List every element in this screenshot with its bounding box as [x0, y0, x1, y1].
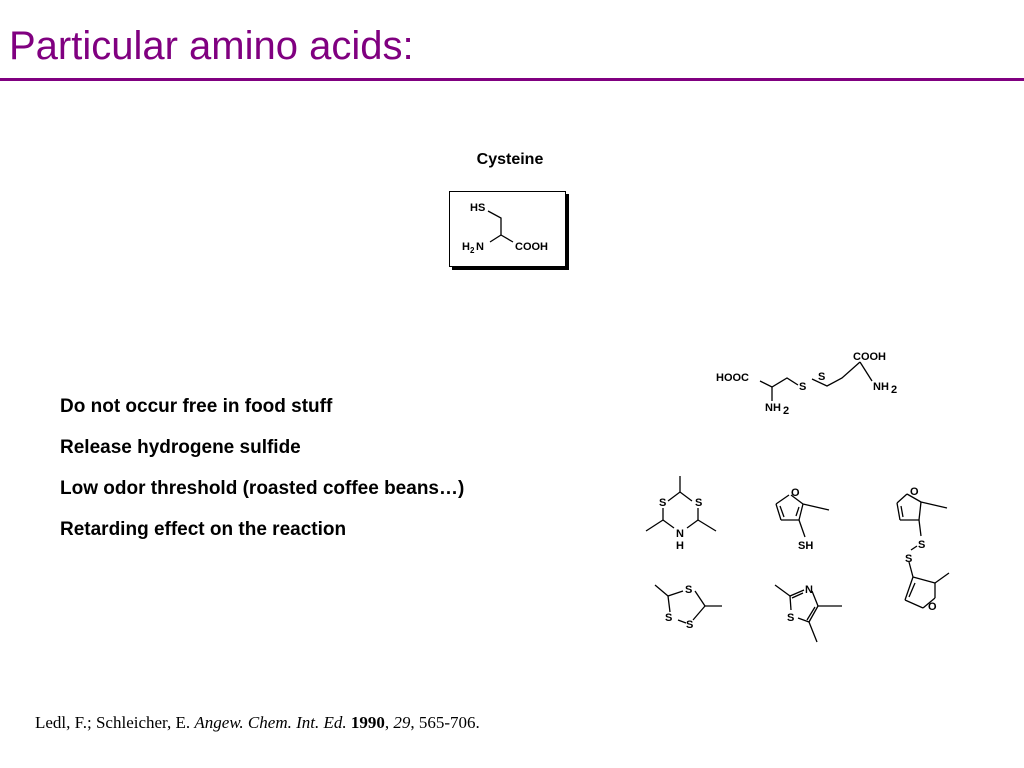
bullet-list [60, 396, 464, 560]
trithiolane-sulfur-3: S [686, 619, 694, 631]
reference-volume: 29 [393, 713, 411, 732]
title-divider [0, 78, 1024, 81]
trithiolane-sulfur-1: S [685, 584, 693, 596]
bullet-item: Retarding effect on the reaction [60, 519, 347, 540]
cysteine-amine-h: H [462, 241, 470, 253]
methylfuranthiol-thiol: SH [798, 540, 814, 552]
cystine-amine-left-subscript: 2 [783, 405, 790, 417]
thialdine-sulfur-2: S [695, 497, 703, 509]
cystine-sulfur-1: S [799, 381, 807, 393]
furyl-oxygen-1: O [910, 486, 919, 498]
reference-citation: Ledl, F.; Schleicher, E. Angew. Chem. Int. Ed. 1990, 29, 565-706. [35, 713, 480, 732]
cystine-hooc-label: HOOC [716, 372, 749, 384]
slide-title: Particular amino acids: [9, 24, 414, 68]
reference-authors: Ledl, F.; Schleicher, E. [35, 713, 195, 732]
bullet-item: Release hydrogene sulfide [60, 437, 301, 458]
cysteine-structure-box [449, 191, 566, 267]
methylfuranthiol-structure [765, 480, 840, 560]
thiazole-sulfur: S [787, 612, 795, 624]
trithiolane-sulfur-2: S [665, 612, 673, 624]
cysteine-amine-subscript: 2 [470, 246, 475, 255]
disulfide-sulfur-1: S [918, 539, 926, 551]
thiazole-nitrogen: N [805, 584, 813, 596]
cystine-structure [710, 345, 910, 420]
cysteine-structure [450, 192, 565, 266]
trithiolane-structure [648, 578, 728, 638]
cysteine-thiol-label: HS [470, 202, 486, 214]
thialdine-hydrogen: H [676, 540, 684, 552]
thialdine-structure [640, 468, 725, 558]
cystine-amine-right: NH [873, 381, 889, 393]
bis-furyl-disulfide-structure [885, 480, 965, 620]
methylfuranthiol-oxygen: O [791, 487, 800, 499]
thialdine-nitrogen: N [676, 528, 684, 540]
reference-journal: Angew. Chem. Int. Ed. [194, 713, 347, 732]
bullet-item: Low odor threshold (roasted coffee beans…) [60, 478, 465, 499]
cystine-sulfur-2: S [818, 371, 826, 383]
cystine-amine-left: NH [765, 402, 781, 414]
bullet-item: Do not occur free in food stuff [60, 396, 333, 417]
cysteine-label: Cysteine [476, 151, 544, 168]
cystine-cooh-label: COOH [853, 351, 886, 363]
thialdine-sulfur-1: S [659, 497, 667, 509]
furyl-oxygen-2: O [928, 601, 937, 613]
cysteine-carboxyl-label: COOH [515, 241, 548, 253]
cystine-amine-right-subscript: 2 [891, 384, 898, 396]
reference-pages: , 565-706. [410, 713, 480, 732]
cysteine-amine-n: N [476, 241, 484, 253]
reference-year: 1990 [350, 713, 385, 732]
disulfide-sulfur-2: S [905, 553, 913, 565]
trimethylthiazole-structure [770, 578, 850, 648]
